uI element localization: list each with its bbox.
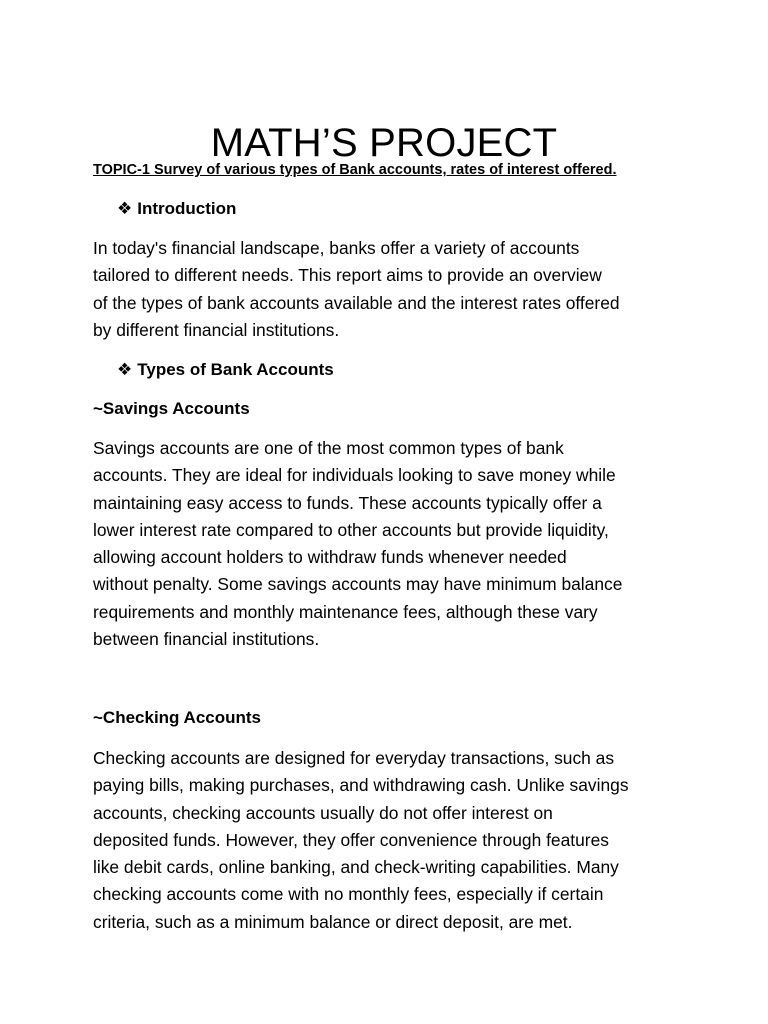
checking-heading: ~Checking Accounts <box>93 708 261 727</box>
paragraph-line: without penalty. Some savings accounts may have minimum balance <box>93 574 623 595</box>
paragraph-line: In today's financial landscape, banks offer a variety of accounts <box>93 238 580 258</box>
paragraph-line: checking accounts come with no monthly fees, especially if certain <box>93 884 604 905</box>
paragraph-line: deposited funds. However, they offer convenience through features <box>93 829 609 850</box>
paragraph-line: paying bills, making purchases, and withdrawing cash. Unlike savings <box>93 775 629 796</box>
paragraph-line: requirements and monthly maintenance fees, although these vary <box>93 601 598 622</box>
paragraph-line: accounts. They are ideal for individuals looking to save money while <box>93 465 616 486</box>
diamond-bullet-icon: ❖ <box>117 360 133 379</box>
types-heading-text: Types of Bank Accounts <box>137 360 334 379</box>
introduction-heading <box>117 199 236 219</box>
paragraph-line: of the types of bank accounts available and the interest rates offered <box>93 292 620 313</box>
savings-heading: ~Savings Accounts <box>93 399 250 418</box>
types-heading <box>117 360 334 380</box>
diamond-bullet-icon: ❖ <box>117 199 133 218</box>
checking-paragraph <box>93 745 683 936</box>
paragraph-line: criteria, such as a minimum balance or direct deposit, are met. <box>93 911 573 932</box>
introduction-paragraph <box>93 235 683 344</box>
paragraph-line: maintaining easy access to funds. These accounts typically offer a <box>93 492 602 513</box>
paragraph-line: accounts, checking accounts usually do not offer interest on <box>93 802 553 823</box>
page-title: MATH’S PROJECT <box>210 120 558 165</box>
paragraph-line: between financial institutions. <box>93 629 320 650</box>
introduction-heading-text: Introduction <box>137 199 237 218</box>
paragraph-line: lower interest rate compared to other accounts but provide liquidity, <box>93 519 609 540</box>
savings-paragraph <box>93 435 683 653</box>
paragraph-line: Savings accounts are one of the most common types of bank <box>93 438 564 458</box>
paragraph-line: like debit cards, online banking, and check-writing capabilities. Many <box>93 857 619 878</box>
paragraph-line: Checking accounts are designed for everyday transactions, such as <box>93 748 615 768</box>
paragraph-line: by different financial institutions. <box>93 319 340 340</box>
topic-line: TOPIC-1 Survey of various types of Bank accounts, rates of interest offered. <box>93 162 617 178</box>
paragraph-line: tailored to different needs. This report aims to provide an overview <box>93 265 602 286</box>
paragraph-line: allowing account holders to withdraw funds whenever needed <box>93 547 567 568</box>
